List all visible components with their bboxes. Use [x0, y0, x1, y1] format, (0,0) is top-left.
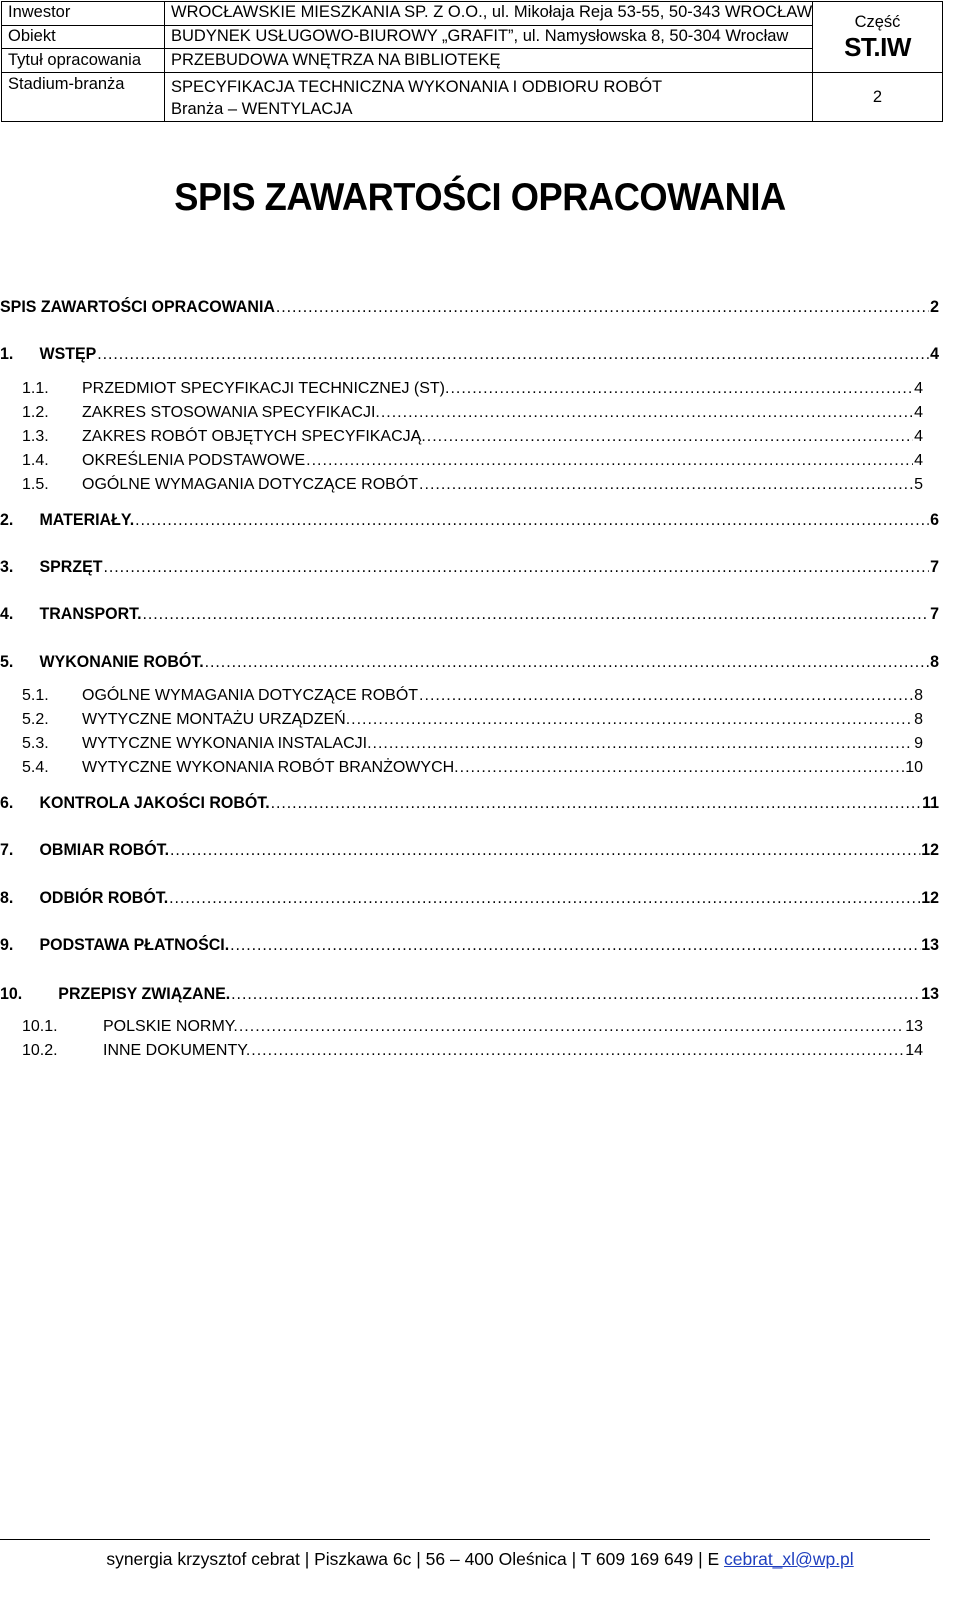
toc-item-title: WSTĘP — [39, 344, 97, 363]
toc-item-page: 4 — [914, 452, 923, 469]
page-title: SPIS ZAWARTOŚCI OPRACOWANIA — [174, 176, 786, 219]
toc-item-page: 13 — [905, 1018, 923, 1035]
toc-item[interactable] — [22, 452, 923, 470]
toc-leader-dots — [103, 557, 929, 577]
header-value-stage-line1: SPECYFIKACJA TECHNICZNA WYKONANIA I ODBIORU ROBÓT — [171, 77, 663, 96]
toc-item-title: WYTYCZNE MONTAŻU URZĄDZEŃ. — [82, 711, 351, 728]
toc-item[interactable] — [22, 380, 923, 398]
toc-item-number: 5.2. — [22, 711, 49, 728]
toc-item-title: PODSTAWA PŁATNOŚCI. — [39, 935, 230, 954]
toc-item-title: PRZEPISY ZWIĄZANE. — [58, 984, 231, 1003]
toc-item-page: 12 — [921, 840, 939, 859]
toc-item-number: 2. — [0, 510, 14, 529]
toc-leader-dots — [170, 840, 920, 860]
toc-leader-dots — [450, 380, 913, 398]
toc-item[interactable] — [0, 935, 939, 955]
toc-leader-dots — [239, 1018, 904, 1036]
toc-item-page: 8 — [930, 652, 939, 671]
toc-leader-dots — [169, 888, 920, 908]
toc-item-number: 7. — [0, 840, 14, 859]
toc-item-number: 4. — [0, 604, 14, 623]
toc-item-page: 8 — [914, 711, 923, 728]
toc-item-title: OGÓLNE WYMAGANIA DOTYCZĄCE ROBÓT — [82, 476, 419, 493]
toc-item[interactable] — [22, 711, 923, 729]
header-label-object: Obiekt — [2, 26, 164, 50]
header-label-title: Tytuł opracowania — [2, 49, 164, 73]
toc-item[interactable] — [0, 793, 939, 813]
toc-leader-dots — [419, 476, 913, 494]
toc-item-number: 1.4. — [22, 452, 49, 469]
toc-item-number: 1.1. — [22, 380, 49, 397]
toc-item[interactable] — [0, 297, 939, 317]
header-value-object: BUDYNEK USŁUGOWO-BIUROWY „GRAFIT”, ul. Namysłowska 8, 50-304 Wrocław — [165, 26, 812, 50]
toc-item[interactable] — [0, 888, 939, 908]
toc-item-page: 10 — [905, 759, 923, 776]
toc-item-title: OGÓLNE WYMAGANIA DOTYCZĄCE ROBÓT — [82, 687, 419, 704]
toc-item-title: INNE DOKUMENTY. — [103, 1042, 251, 1059]
toc-item-page: 13 — [921, 984, 939, 1003]
toc-item-title: MATERIAŁY. — [39, 510, 135, 529]
toc-item-number: 10.1. — [22, 1018, 58, 1035]
toc-item-page: 14 — [905, 1042, 923, 1059]
toc-item-number: 10. — [0, 984, 23, 1003]
toc-item-title: POLSKIE NORMY. — [103, 1018, 238, 1035]
toc-item[interactable] — [22, 404, 923, 422]
toc-item-page: 6 — [930, 510, 939, 529]
toc-item[interactable] — [0, 840, 939, 860]
toc-item[interactable] — [22, 687, 923, 705]
toc-item-title: ZAKRES STOSOWANIA SPECYFIKACJI. — [82, 404, 380, 421]
toc-item-page: 7 — [930, 557, 939, 576]
toc-item-number: 1. — [0, 344, 14, 363]
toc-leader-dots — [276, 297, 929, 317]
toc-item[interactable] — [0, 344, 939, 364]
toc-item[interactable] — [22, 759, 923, 777]
toc-item-number: 5.3. — [22, 735, 49, 752]
toc-item[interactable] — [22, 476, 923, 494]
toc-leader-dots — [271, 793, 921, 813]
toc-item-title: ZAKRES ROBÓT OBJĘTYCH SPECYFIKACJĄ. — [82, 428, 426, 445]
toc-leader-dots — [135, 510, 929, 530]
toc-item-page: 4 — [914, 404, 923, 421]
footer-email-link[interactable]: cebrat_xl@wp.pl — [724, 1549, 854, 1569]
toc-item-title: OBMIAR ROBÓT. — [39, 840, 170, 859]
toc-leader-dots — [419, 687, 913, 705]
toc-leader-dots — [205, 652, 929, 672]
toc-item-page: 2 — [930, 297, 939, 316]
toc-item-title: SPRZĘT — [39, 557, 103, 576]
toc-item[interactable] — [0, 557, 939, 577]
toc-leader-dots — [231, 984, 920, 1004]
toc-item-page: 12 — [921, 888, 939, 907]
toc-item-number: 1.5. — [22, 476, 49, 493]
toc-item-number: 5. — [0, 652, 14, 671]
toc-leader-dots — [97, 344, 929, 364]
toc-item-page: 4 — [914, 428, 923, 445]
toc-item[interactable] — [0, 652, 939, 672]
header-label-stage: Stadium-branża — [8, 74, 125, 93]
toc-item-title: KONTROLA JAKOŚCI ROBÓT. — [39, 793, 270, 812]
toc-item-number: 1.2. — [22, 404, 49, 421]
toc-item[interactable] — [0, 604, 939, 624]
toc-item-title: WYKONANIE ROBÓT. — [39, 652, 204, 671]
toc-leader-dots — [143, 604, 930, 624]
toc-item-number: 3. — [0, 557, 14, 576]
toc-item-title: PRZEDMIOT SPECYFIKACJI TECHNICZNEJ (ST). — [82, 380, 450, 397]
toc-item-title: ODBIÓR ROBÓT. — [39, 888, 169, 907]
toc-leader-dots — [306, 452, 913, 470]
toc-item-number: 9. — [0, 935, 14, 954]
header-value-title: PRZEBUDOWA WNĘTRZA NA BIBLIOTEKĘ — [165, 49, 812, 73]
toc-item-page: 11 — [922, 793, 939, 812]
toc-leader-dots — [373, 735, 914, 753]
header-value-stage-line2: Branża – WENTYLACJA — [171, 99, 353, 118]
toc-item[interactable] — [22, 735, 923, 753]
toc-item-page: 9 — [914, 735, 923, 752]
footer-contact-text: synergia krzysztof cebrat | Piszkawa 6c | 56 – 400 Oleśnica | T 609 169 649 | E — [106, 1549, 725, 1569]
toc-item-number: 10.2. — [22, 1042, 58, 1059]
toc-leader-dots — [427, 428, 913, 446]
toc-item-page: 4 — [930, 344, 939, 363]
toc-leader-dots — [460, 759, 905, 777]
header-value-investor: WROCŁAWSKIE MIESZKANIA SP. Z O.O., ul. Mikołaja Reja 53-55, 50-343 WROCŁAW — [165, 2, 812, 26]
toc-item-title: WYTYCZNE WYKONANIA INSTALACJI. — [82, 735, 372, 752]
toc-item[interactable] — [22, 1042, 923, 1060]
toc-item-page: 13 — [921, 935, 939, 954]
toc-item-number: 5.1. — [22, 687, 49, 704]
toc-item-page: 4 — [914, 380, 923, 397]
toc-item-title: SPIS ZAWARTOŚCI OPRACOWANIA — [0, 297, 275, 316]
header-part-code: ST.IW — [844, 32, 911, 62]
toc-item[interactable] — [0, 510, 939, 530]
toc-item-title: OKREŚLENIA PODSTAWOWE — [82, 452, 306, 469]
toc-item-number: 5.4. — [22, 759, 49, 776]
footer-divider — [0, 1539, 930, 1540]
toc-item-number: 6. — [0, 793, 14, 812]
header-part-label: Część — [854, 13, 901, 31]
toc-item[interactable] — [22, 428, 923, 446]
toc-leader-dots — [251, 1042, 904, 1060]
toc-item-page: 8 — [914, 687, 923, 704]
toc-item-number: 1.3. — [22, 428, 49, 445]
toc-item[interactable] — [0, 984, 939, 1004]
toc-item-page: 5 — [914, 476, 923, 493]
toc-leader-dots — [351, 711, 913, 729]
toc-item-number: 8. — [0, 888, 14, 907]
toc-item-title: TRANSPORT. — [39, 604, 142, 623]
header-label-investor: Inwestor — [2, 2, 164, 26]
toc-item[interactable] — [22, 1018, 923, 1036]
toc-leader-dots — [381, 404, 913, 422]
footer — [0, 1549, 960, 1570]
header-page-number: 2 — [872, 87, 883, 106]
toc-item-page: 7 — [930, 604, 939, 623]
toc-leader-dots — [230, 935, 920, 955]
toc-item-title: WYTYCZNE WYKONANIA ROBÓT BRANŻOWYCH. — [82, 759, 459, 776]
